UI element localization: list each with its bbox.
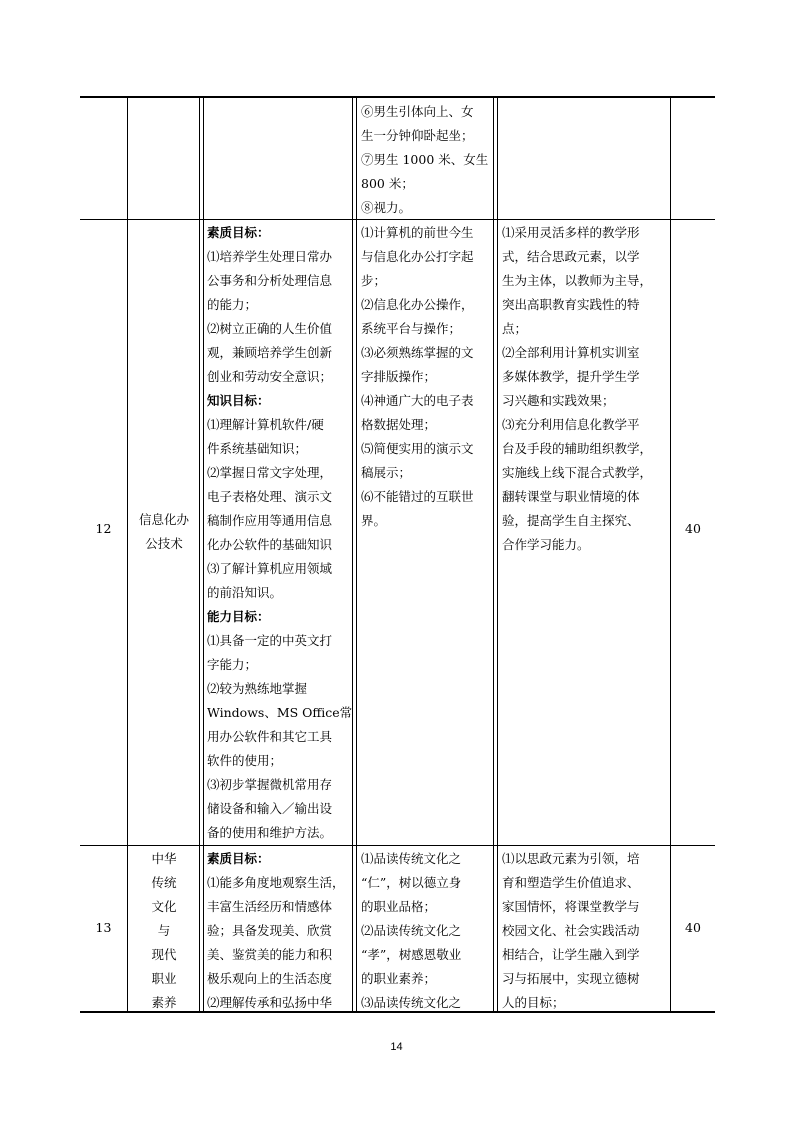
column-divider <box>670 96 671 1013</box>
text-line: 校园文化、社会实践活动 <box>502 923 640 938</box>
text-line: 式，结合思政元素，以学 <box>502 249 640 264</box>
column-divider <box>497 96 498 1013</box>
text-line: 字排版操作； <box>361 369 437 384</box>
text-line: 素质目标： <box>207 851 270 866</box>
row-divider <box>80 845 715 846</box>
text-line: 合作学习能力。 <box>502 537 590 552</box>
text-line: 能力目标： <box>207 609 270 624</box>
text-line: 系统平台与操作； <box>361 321 462 336</box>
row-content-cell <box>361 100 493 220</box>
text-line: 创业和劳动安全意识； <box>207 369 333 384</box>
text-line: ⑶必须熟练掌握的文 <box>361 345 474 360</box>
text-line: 的职业素养； <box>361 971 437 986</box>
text-line: 验，提高学生自主探究、 <box>502 513 640 528</box>
course-name-cell <box>129 508 199 556</box>
text-line: 现代 <box>151 947 177 962</box>
teaching-method-cell <box>502 847 670 1015</box>
column-divider <box>127 96 128 1013</box>
column-divider <box>493 96 494 1013</box>
text-line: ⑷神通广大的电子表 <box>361 393 474 408</box>
text-line: 相结合，让学生融入到学 <box>502 947 640 962</box>
text-line: 的职业品格； <box>361 899 437 914</box>
text-line: 步； <box>361 273 387 288</box>
text-line: 多媒体教学，提升学生学 <box>502 369 640 384</box>
text-line: ⑶了解计算机应用领域 <box>207 561 333 576</box>
text-line: 验；具备发现美、欣赏 <box>207 923 333 938</box>
course-goals-cell <box>207 847 353 1015</box>
text-line: 电子表格处理、演示文 <box>207 489 333 504</box>
column-divider <box>356 96 357 1013</box>
hours-value: 40 <box>685 920 701 935</box>
text-line: ⑵信息化办公操作， <box>361 297 474 312</box>
course-content-cell <box>361 847 493 1015</box>
text-line: 习兴趣和实践效果； <box>502 393 615 408</box>
text-line: 稿制作应用等通用信息 <box>207 513 333 528</box>
text-line: ⑦男生 1000 米、女生 <box>361 152 489 167</box>
text-line: ⑴采用灵活多样的教学形 <box>502 225 640 240</box>
text-line: 软件的使用； <box>207 753 283 768</box>
text-line: ⑴能多角度地观察生活， <box>207 875 345 890</box>
text-line: 美、鉴赏美的能力和积 <box>207 947 333 962</box>
column-divider <box>203 96 204 1013</box>
row-number: 13 <box>95 920 112 935</box>
text-line: “孝”，树感恩敬业 <box>361 947 462 962</box>
text-line: ⑵理解传承和弘扬中华 <box>207 995 333 1010</box>
text-line: ⑶初步掌握微机常用存 <box>207 777 333 792</box>
table-top-rule <box>80 96 715 98</box>
text-line: ⑧视力。 <box>361 200 412 215</box>
text-line: 观，兼顾培养学生创新 <box>207 345 333 360</box>
text-line: 素养 <box>151 995 177 1010</box>
text-line: 备的使用和维护方法。 <box>207 825 333 840</box>
text-line: 素质目标： <box>207 225 270 240</box>
text-line: 800 米； <box>361 176 414 191</box>
text-line: 界。 <box>361 513 387 528</box>
text-line: 中华 <box>151 851 177 866</box>
text-line: 人的目标； <box>502 995 565 1010</box>
text-line: 台及手段的辅助组织教学， <box>502 441 653 456</box>
row-number: 12 <box>95 521 112 536</box>
course-content-cell <box>361 221 493 533</box>
text-line: ⑸简便实用的演示文 <box>361 441 474 456</box>
text-line: 格数据处理； <box>361 417 437 432</box>
text-line: ⑥男生引体向上、女 <box>361 104 474 119</box>
text-line: 生一分钟仰卧起坐； <box>361 128 474 143</box>
text-line: ⑴具备一定的中英文打 <box>207 633 333 648</box>
text-line: 突出高职教育实践性的特 <box>502 297 640 312</box>
text-line: 储设备和输入／输出设 <box>207 801 333 816</box>
text-line: 生为主体，以教师为主导， <box>502 273 653 288</box>
text-line: “仁”，树以德立身 <box>361 875 462 890</box>
text-line: 与 <box>157 923 171 938</box>
text-line: ⑵树立正确的人生价值 <box>207 321 333 336</box>
text-line: Windows、MS Office常 <box>207 705 353 720</box>
text-line: 文化 <box>151 899 177 914</box>
text-line: 公事务和分析处理信息 <box>207 273 333 288</box>
text-line: 点； <box>502 321 528 336</box>
text-line: 的前沿知识。 <box>207 585 283 600</box>
text-line: 化办公软件的基础知识 <box>207 537 333 552</box>
text-line: 丰富生活经历和情感体 <box>207 899 333 914</box>
text-line: 的能力； <box>207 297 258 312</box>
course-name-cell <box>129 847 199 1015</box>
course-goals-cell <box>207 221 353 845</box>
text-line: 翻转课堂与职业情境的体 <box>502 489 640 504</box>
text-line: 家国情怀，将课堂教学与 <box>502 899 640 914</box>
text-line: 公技术 <box>145 536 183 551</box>
page-number: 14 <box>390 1041 403 1053</box>
text-line: ⑶品读传统文化之 <box>361 995 462 1010</box>
text-line: 信息化办 <box>138 512 189 527</box>
text-line: ⑶充分利用信息化教学平 <box>502 417 640 432</box>
text-line: 传统 <box>151 875 177 890</box>
text-line: ⑴理解计算机软件/硬 <box>207 417 324 432</box>
text-line: 件系统基础知识； <box>207 441 308 456</box>
text-line: ⑵品读传统文化之 <box>361 923 462 938</box>
text-line: 字能力； <box>207 657 258 672</box>
text-line: ⑴以思政元素为引领，培 <box>502 851 640 866</box>
text-line: ⑹不能错过的互联世 <box>361 489 474 504</box>
column-divider <box>199 96 200 1013</box>
text-line: 与信息化办公打字起 <box>361 249 474 264</box>
text-line: ⑵全部利用计算机实训室 <box>502 345 640 360</box>
text-line: ⑴计算机的前世今生 <box>361 225 474 240</box>
text-line: 稿展示； <box>361 465 412 480</box>
text-line: ⑴培养学生处理日常办 <box>207 249 333 264</box>
teaching-method-cell <box>502 221 670 557</box>
text-line: ⑴品读传统文化之 <box>361 851 462 866</box>
hours-value: 40 <box>685 521 701 536</box>
text-line: 知识目标： <box>207 393 270 408</box>
text-line: 育和塑造学生价值追求、 <box>502 875 640 890</box>
text-line: 习与拓展中，实现立德树 <box>502 971 640 986</box>
text-line: 职业 <box>151 971 177 986</box>
text-line: 用办公软件和其它工具 <box>207 729 333 744</box>
text-line: 实施线上线下混合式教学， <box>502 465 653 480</box>
text-line: ⑵掌握日常文字处理， <box>207 465 333 480</box>
text-line: ⑵较为熟练地掌握 <box>207 681 308 696</box>
text-line: 极乐观向上的生活态度 <box>207 971 333 986</box>
